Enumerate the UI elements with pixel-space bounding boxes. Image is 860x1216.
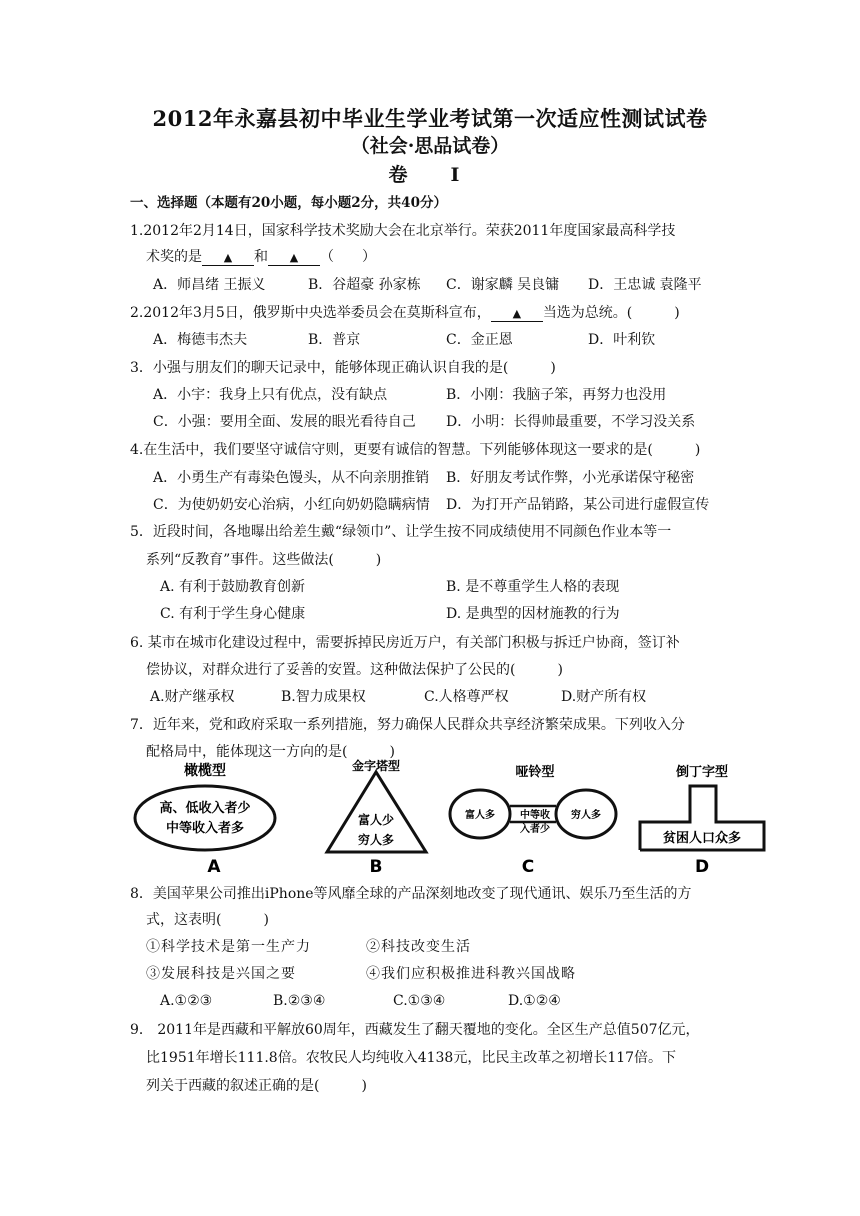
q1-option-c: C．谢家麟 吴良镛 bbox=[446, 277, 560, 293]
pyramid-model-figure bbox=[327, 758, 426, 876]
olive-label: A bbox=[207, 857, 221, 876]
q2-stem bbox=[130, 304, 680, 322]
exam-title: 2012年永嘉县初中毕业生学业考试第一次适应性测试试卷 bbox=[152, 106, 708, 131]
inverted-t-model-figure bbox=[640, 764, 764, 876]
q6-option-c: C.人格尊严权 bbox=[424, 689, 509, 705]
q1-option-a: A．师昌绪 王振义 bbox=[153, 277, 266, 293]
q9-stem-line3: 列关于西藏的叙述正确的是( ) bbox=[146, 1078, 367, 1094]
q2-stem-text-end: 当选为总统。( ) bbox=[542, 305, 680, 321]
q8-stem-line2: 式，这表明( ) bbox=[146, 912, 269, 928]
q4-option-b: B．好朋友考试作弊，小光承诺保守秘密 bbox=[446, 470, 695, 486]
dumbbell-mid-text-2: 入者少 bbox=[520, 824, 550, 835]
q4-option-c: C．为使奶奶安心治病，小红向奶奶隐瞒病情 bbox=[153, 497, 430, 513]
q5-option-b: B. 是不尊重学生人格的表现 bbox=[446, 579, 620, 595]
q6-option-d: D.财产所有权 bbox=[561, 689, 647, 705]
q5-option-d: D. 是典型的因材施教的行为 bbox=[446, 606, 620, 622]
q8-item-4: ④我们应积极推进科教兴国战略 bbox=[366, 966, 576, 982]
dumbbell-mid-text-1: 中等收 bbox=[520, 810, 550, 821]
exam-subtitle: （社会·思品试卷） bbox=[350, 135, 510, 157]
q1-option-d: D．王忠诚 袁隆平 bbox=[588, 277, 702, 293]
answer-marker: ▲ bbox=[289, 251, 299, 264]
q6-stem-line2: 偿协议，对群众进行了妥善的安置。这种做法保护了公民的( ) bbox=[146, 662, 563, 678]
q3-option-b: B．小刚：我脑子笨，再努力也没用 bbox=[446, 387, 667, 403]
q2-option-a: A．梅德韦杰夫 bbox=[153, 332, 248, 348]
q3-option-d: D．小明：长得帅最重要，不学习没关系 bbox=[446, 414, 696, 430]
olive-model-figure bbox=[135, 762, 275, 876]
q8-option-b: B.②③④ bbox=[273, 993, 326, 1009]
q9-stem-line1: 9． 2011年是西藏和平解放60周年，西藏发生了翻天覆地的变化。全区生产总值507亿元， bbox=[130, 1022, 700, 1038]
answer-marker: ▲ bbox=[223, 251, 233, 264]
q5-stem-line1: 5．近段时间，各地曝出给差生戴“绿领巾”、让学生按不同成绩使用不同颜色作业本等一 bbox=[130, 524, 672, 540]
q5-option-c: C. 有利于学生身心健康 bbox=[160, 606, 306, 622]
pyramid-label: B bbox=[369, 857, 383, 876]
dumbbell-model-figure bbox=[450, 764, 616, 876]
pyramid-text-2: 穷人多 bbox=[357, 833, 395, 847]
dumbbell-left-text: 富人多 bbox=[465, 810, 495, 821]
olive-title: 橄榄型 bbox=[184, 763, 226, 779]
inverted-t-label: D bbox=[694, 857, 710, 876]
q2-option-c: C．金正恩 bbox=[446, 332, 513, 348]
q8-item-3: ③发展科技是兴国之要 bbox=[146, 966, 296, 982]
q8-item-2: ②科技改变生活 bbox=[366, 939, 471, 955]
q1-stem-line1: 1.2012年2月14日，国家科学技术奖励大会在北京举行。荣获2011年度国家最高科学技 bbox=[130, 223, 676, 239]
q6-option-a: A.财产继承权 bbox=[150, 689, 235, 705]
q4-option-a: A．小勇生产有毒染色馒头，从不向亲朋推销 bbox=[153, 470, 430, 486]
section-heading: 一、选择题（本题有20小题，每小题2分，共40分） bbox=[130, 195, 447, 211]
dumbbell-label: C bbox=[521, 857, 535, 876]
inverted-t-title: 倒丁字型 bbox=[675, 765, 729, 780]
q1-blank-2 bbox=[268, 250, 320, 266]
q1-blank-1 bbox=[202, 250, 254, 266]
answer-marker: ▲ bbox=[512, 307, 522, 320]
inverted-t-text: 贫困人口众多 bbox=[662, 831, 742, 846]
q6-stem-line1: 6. 某市在城市化建设过程中，需要拆掉民房近万户，有关部门积极与拆迁户协商，签订补 bbox=[130, 635, 680, 651]
dumbbell-title: 哑铃型 bbox=[515, 765, 555, 780]
olive-text-1: 高、低收入者少 bbox=[159, 801, 251, 816]
q1-stem-line2 bbox=[146, 248, 376, 266]
olive-text-2: 中等收入者多 bbox=[165, 821, 245, 836]
q4-stem: 4.在生活中，我们要坚守诚信守则，更要有诚信的智慧。下列能够体现这一要求的是( ) bbox=[130, 442, 701, 458]
pyramid-title: 金字塔型 bbox=[351, 759, 401, 773]
q2-blank bbox=[491, 306, 543, 322]
q4-option-d: D．为打开产品销路，某公司进行虚假宣传 bbox=[446, 497, 710, 513]
q9-stem-line2: 比1951年增长111.8倍。农牧民人均纯收入4138元，比民主改革之初增长117倍。下 bbox=[146, 1050, 677, 1066]
q8-option-c: C.①③④ bbox=[393, 993, 446, 1009]
q8-stem-line1: 8．美国苹果公司推出iPhone等风靡全球的产品深刻地改变了现代通讯、娱乐乃至生活的方 bbox=[130, 886, 692, 902]
income-distribution-diagram bbox=[130, 758, 770, 876]
q6-option-b: B.智力成果权 bbox=[281, 689, 366, 705]
q8-option-d: D.①②④ bbox=[508, 993, 561, 1009]
q1-stem-text: 术奖的是 bbox=[146, 249, 202, 265]
q3-option-c: C．小强：要用全面、发展的眼光看待自己 bbox=[153, 414, 416, 430]
q2-option-d: D．叶利钦 bbox=[588, 332, 656, 348]
q8-option-a: A.①②③ bbox=[160, 993, 213, 1009]
q7-stem-line2: 配格局中，能体现这一方向的是( ) bbox=[146, 744, 395, 760]
q3-stem: 3．小强与朋友们的聊天记录中，能够体现正确认识自我的是( ) bbox=[130, 360, 556, 376]
q7-stem-line1: 7．近年来，党和政府采取一系列措施，努力确保人民群众共享经济繁荣成果。下列收入分 bbox=[130, 717, 685, 733]
q2-option-b: B．普京 bbox=[308, 332, 361, 348]
volume-heading: 卷 Ⅰ bbox=[388, 164, 472, 186]
q2-stem-text: 2.2012年3月5日，俄罗斯中央选举委员会在莫斯科宣布， bbox=[130, 305, 491, 321]
q1-stem-and: 和 bbox=[254, 249, 268, 265]
q1-answer-paren: （ ） bbox=[320, 249, 376, 265]
q5-stem-line2: 系列“反教育”事件。这些做法( ) bbox=[146, 552, 382, 568]
q1-option-b: B．谷超豪 孙家栋 bbox=[308, 277, 421, 293]
pyramid-text-1: 富人少 bbox=[357, 813, 395, 827]
q8-item-1: ①科学技术是第一生产力 bbox=[146, 939, 311, 955]
olive-ellipse bbox=[135, 786, 275, 850]
q5-option-a: A. 有利于鼓励教育创新 bbox=[160, 579, 306, 595]
dumbbell-right-text: 穷人多 bbox=[571, 810, 601, 821]
q3-option-a: A．小宇：我身上只有优点，没有缺点 bbox=[153, 387, 388, 403]
